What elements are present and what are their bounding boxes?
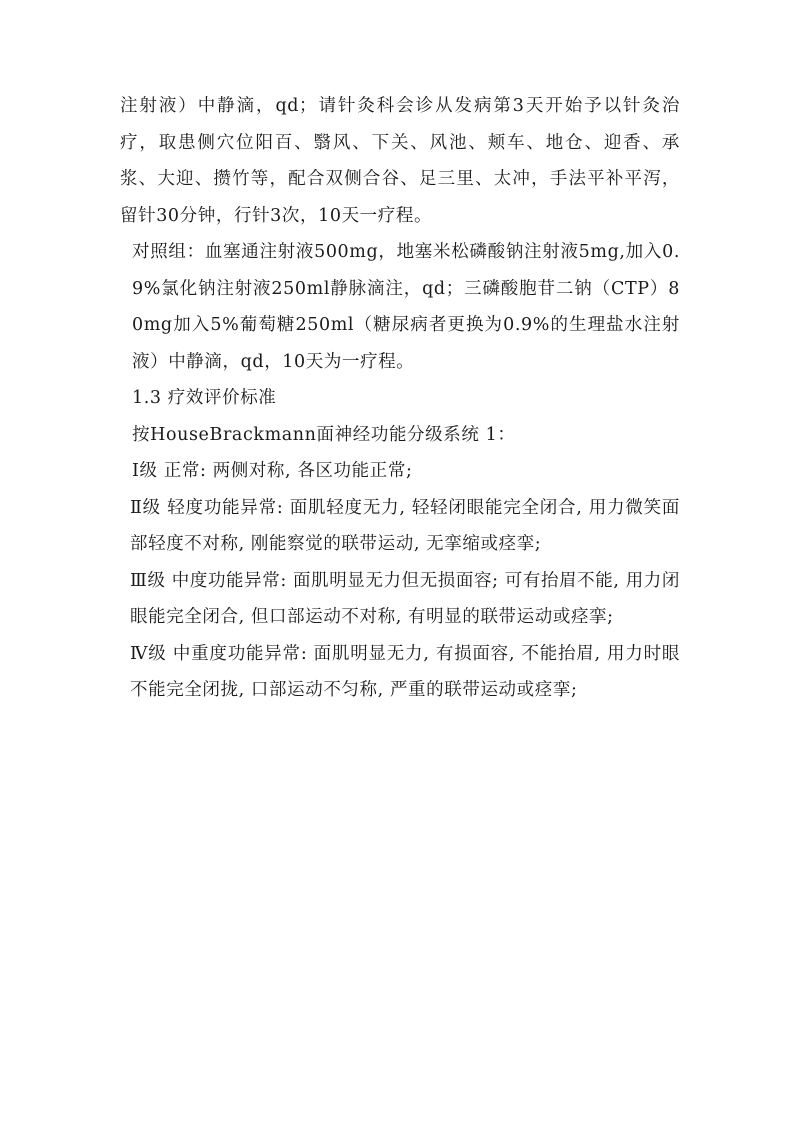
treatment-acupuncture-paragraph: 注射液）中静滴，qd；请针灸科会诊从发病第3天开始予以针灸治疗，取患侧穴位阳百、翳风、下关、风池、颊车、地仓、迎香、承浆、大迎、攒竹等，配合双侧合谷、足三里、太冲，手法平补平泻，留针30分钟，行针3次，10天一疗程。 <box>120 96 680 226</box>
control-group-paragraph: 对照组：血塞通注射液500mg，地塞米松磷酸钠注射液5mg,加入0.9%氯化钠注射液250ml静脉滴注，qd；三磷酸胞苷二钠（CTP）80mg加入5%葡萄糖250ml（糖尿病者更换为0.9%的生理盐水注射液）中静滴，qd，10天为一疗程。 <box>132 242 680 372</box>
grading-intro-paragraph: 按HouseBrackmann面神经功能分级系统 1： <box>132 424 516 445</box>
grade-1-paragraph: Ⅰ级 正常: 两侧对称, 各区功能正常; <box>132 461 413 481</box>
section-heading: 1.3 疗效评价标准 <box>132 388 277 408</box>
document-body <box>120 88 680 709</box>
grade-3-paragraph: Ⅲ级 中度功能异常: 面肌明显无力但无损面容; 可有抬眉不能, 用力闭眼能完全闭合, 但口部运动不对称, 有明显的联带运动或痉挛; <box>130 570 680 627</box>
grade-4-paragraph: Ⅳ级 中重度功能异常: 面肌明显无力, 有损面容, 不能抬眉, 用力时眼不能完全闭拢, 口部运动不匀称, 严重的联带运动或痉挛; <box>130 643 680 700</box>
grade-2-paragraph: Ⅱ级 轻度功能异常: 面肌轻度无力, 轻轻闭眼能完全闭合, 用力微笑面部轻度不对称, 刚能察觉的联带运动, 无挛缩或痉挛; <box>130 497 680 554</box>
